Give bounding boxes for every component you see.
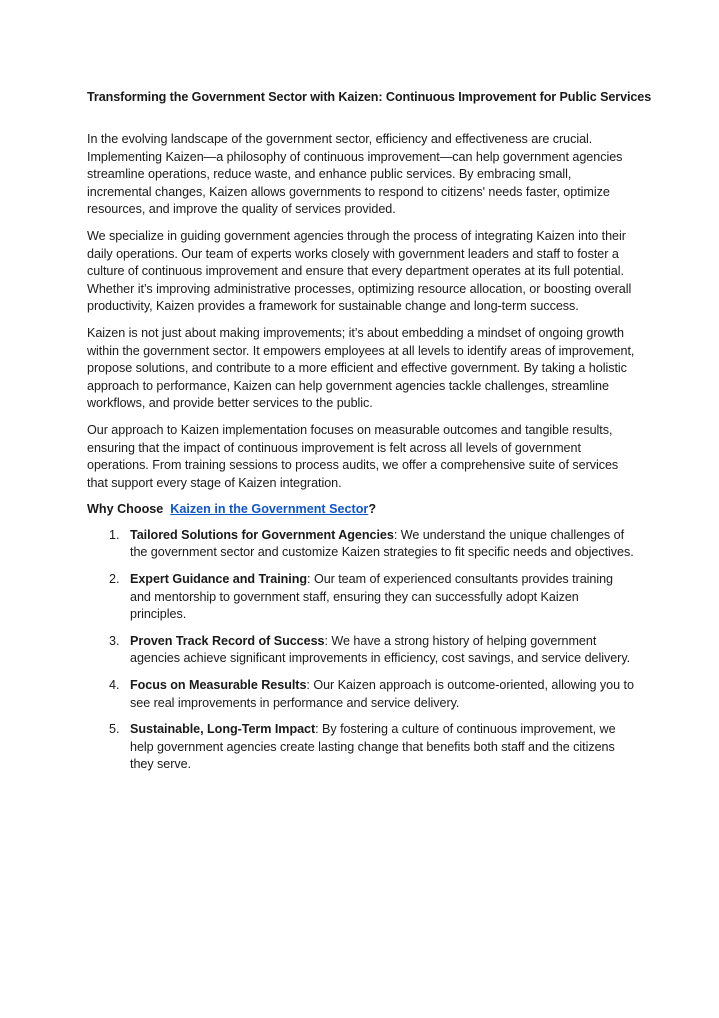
why-choose-heading bbox=[87, 501, 635, 519]
list-item bbox=[87, 527, 635, 562]
mindset-paragraph: Kaizen is not just about making improvements; it’s about embedding a mindset of ongoing growth within the government sector. It empowers employees at all levels to identify areas of improvement, propose solutions, and contribute to a more efficient and effective government. By taking a holistic approach to performance, Kaizen can help government agencies tackle challenges, streamline workflows, and provide better services to the public. bbox=[87, 325, 635, 411]
list-item bbox=[87, 721, 635, 774]
list-item-term: Proven Track Record of Success bbox=[130, 633, 325, 648]
list-item bbox=[87, 571, 635, 624]
list-item-text: : Our team of experienced consultants provides training and mentorship to government staff, ensuring they can successfully adopt Kaizen principles. bbox=[130, 572, 614, 622]
reasons-list bbox=[87, 527, 635, 774]
list-item bbox=[87, 633, 635, 668]
list-item-number: 1. bbox=[109, 527, 120, 542]
list-item-number: 3. bbox=[109, 633, 120, 648]
list-item-term: Tailored Solutions for Government Agencies bbox=[130, 527, 394, 542]
why-choose-suffix: ? bbox=[368, 502, 377, 517]
services-paragraph: We specialize in guiding government agencies through the process of integrating Kaizen into their daily operations. Our team of experts works closely with government leaders and staff to foster a culture of continuous improvement and ensure that every department operates at its full potential. Whether it’s improving administrative processes, optimizing resource allocation, or boosting overall productivity, Kaizen provides a framework for sustainable change and long-term success. bbox=[87, 228, 632, 314]
list-item-term: Expert Guidance and Training bbox=[130, 572, 308, 587]
list-item bbox=[87, 677, 635, 712]
list-item-term: Focus on Measurable Results bbox=[130, 678, 307, 693]
list-item-text: : By fostering a culture of continuous improvement, we help government agencies create lasting change that benefits both staff and the citizens they serve. bbox=[130, 722, 616, 772]
list-item-text: : Our Kaizen approach is outcome-oriented, allowing you to see real improvements in performance and service delivery. bbox=[130, 678, 634, 710]
list-item-text: : We have a strong history of helping government agencies achieve significant improvements in efficiency, cost savings, and service delivery. bbox=[130, 633, 631, 666]
why-choose-lead: Why Choose bbox=[87, 502, 164, 517]
list-item-term: Sustainable, Long-Term Impact bbox=[130, 722, 316, 737]
document-page bbox=[87, 88, 652, 783]
document-title: Transforming the Government Sector with Kaizen: Continuous Improvement for Public Services bbox=[87, 90, 652, 104]
intro-paragraph: In the evolving landscape of the government sector, efficiency and effectiveness are crucial. Implementing Kaizen—a philosophy of continuous improvement—can help government agencies streamline operations, reduce waste, and enhance public services. By embracing small, incremental changes, Kaizen allows governments to respond to citizens' needs faster, optimize resources, and improve the quality of services provided. bbox=[87, 132, 623, 217]
kaizen-government-link[interactable]: Kaizen in the Government Sector bbox=[170, 502, 369, 517]
approach-paragraph: Our approach to Kaizen implementation focuses on measurable outcomes and tangible results, ensuring that the impact of continuous improvement is felt across all levels of government operations. From training sessions to process audits, we offer a comprehensive suite of services that support every stage of Kaizen integration. bbox=[87, 422, 619, 490]
list-item-text: : We understand the unique challenges of the government sector and customize Kaizen strategies to fit specific needs and objectives. bbox=[130, 527, 634, 560]
list-item-number: 4. bbox=[109, 678, 120, 693]
list-item-number: 5. bbox=[109, 722, 120, 737]
list-item-number: 2. bbox=[109, 572, 120, 587]
